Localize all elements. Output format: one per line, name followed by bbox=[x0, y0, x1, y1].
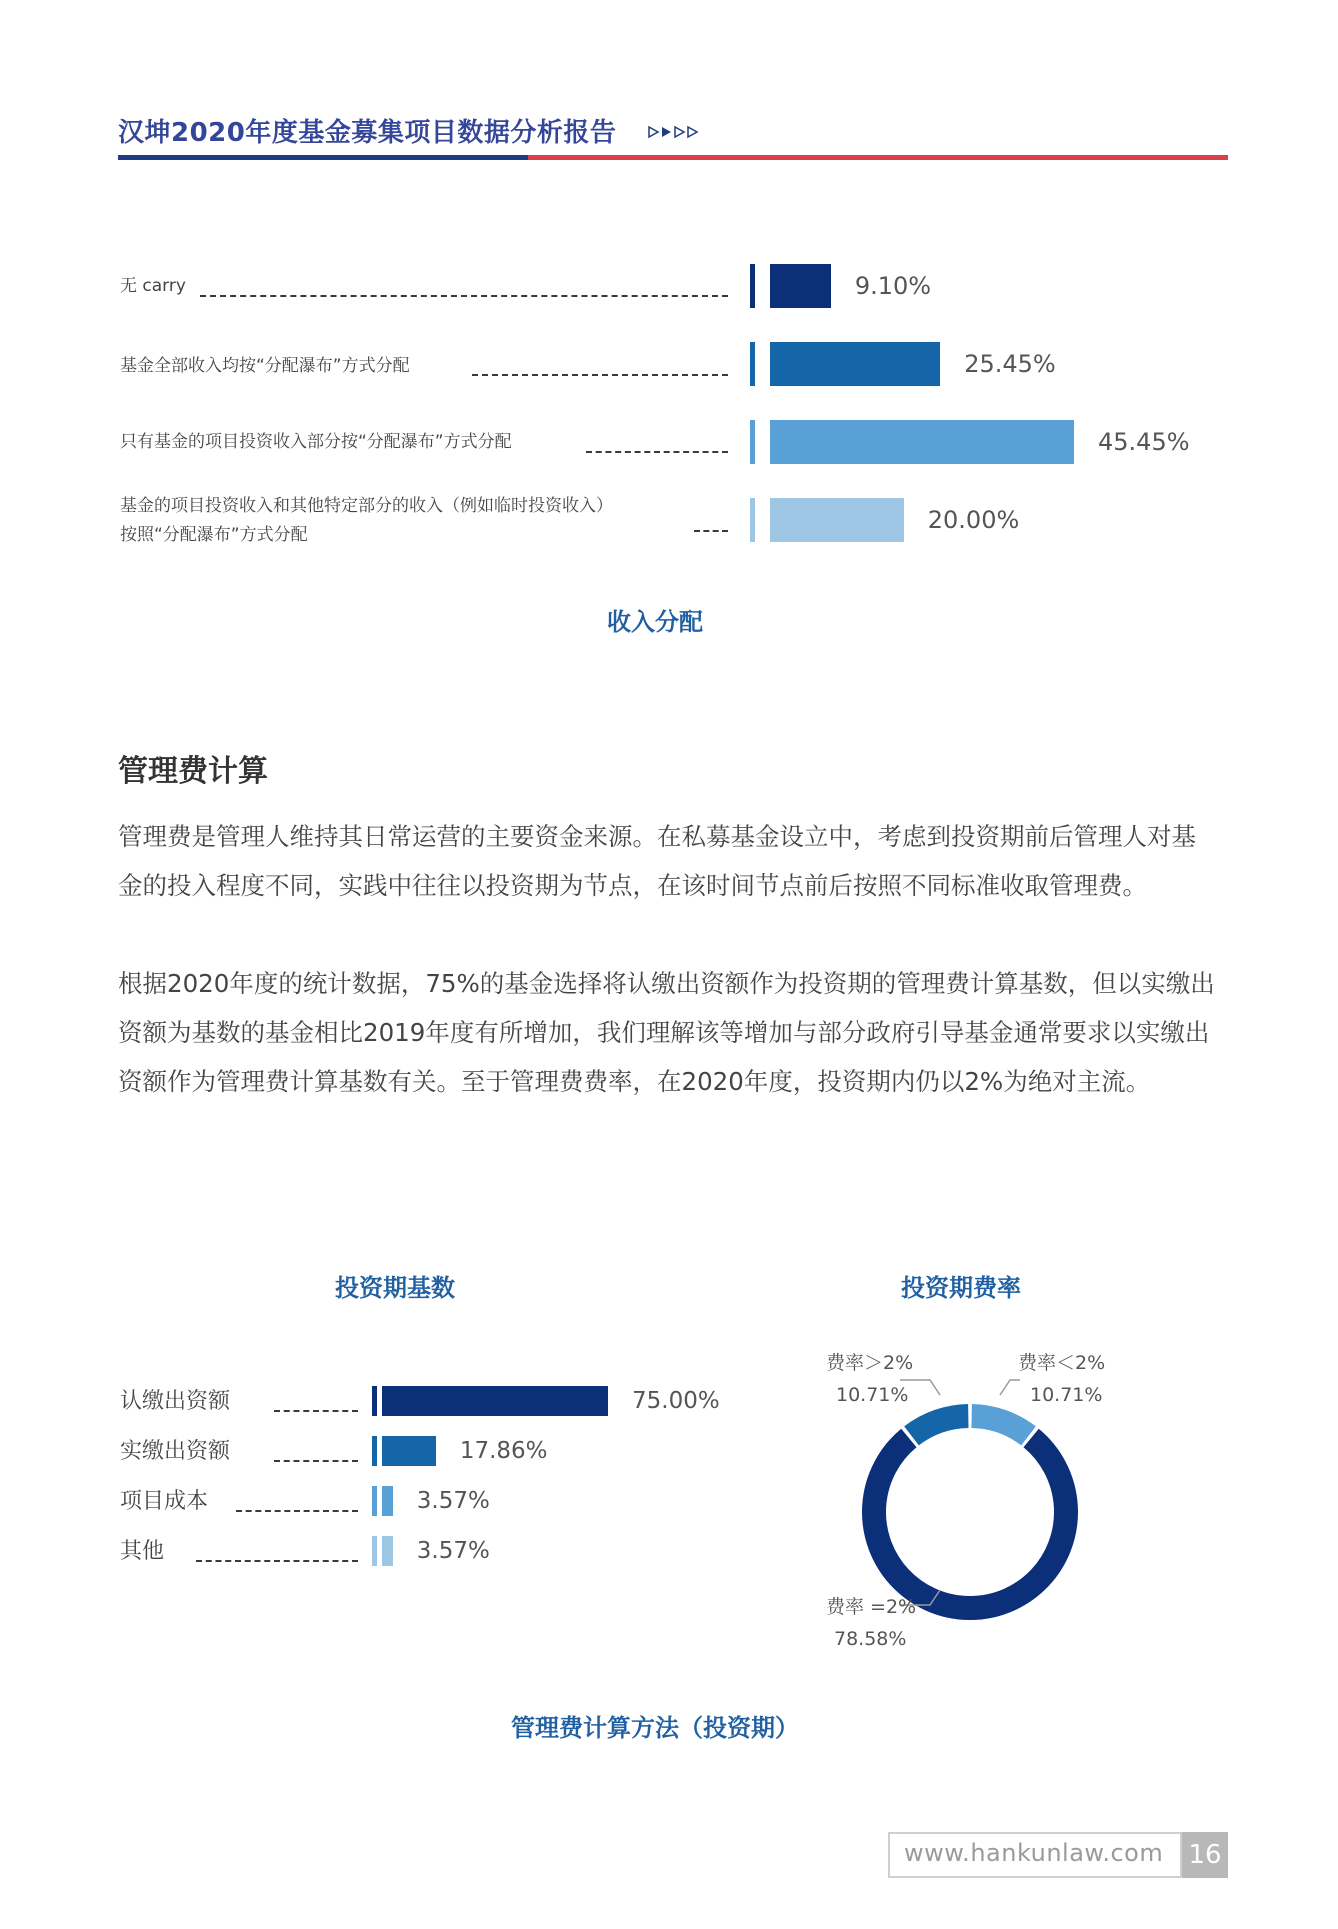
rate-chart-title: 投资期费率 bbox=[901, 1274, 1021, 1302]
chart-bar bbox=[382, 1436, 436, 1466]
bar-tick bbox=[372, 1536, 377, 1566]
donut-slice-lt bbox=[972, 1416, 1029, 1436]
leader-line bbox=[586, 451, 728, 453]
slice-value-lt: 10.71% bbox=[1030, 1384, 1103, 1406]
leader-line bbox=[694, 530, 728, 532]
footer-url[interactable]: www.hankunlaw.com bbox=[904, 1839, 1164, 1867]
leader-line bbox=[472, 374, 728, 376]
leader-line bbox=[236, 1510, 358, 1512]
chart-value-label: 3.57% bbox=[416, 1488, 490, 1514]
chart-category-label: 认缴出资额 bbox=[120, 1389, 231, 1414]
chart-value-label: 20.00% bbox=[927, 506, 1020, 534]
chart-value-label: 45.45% bbox=[1098, 428, 1190, 456]
chart-value-label: 9.10% bbox=[854, 272, 932, 300]
chart-category-label: 按照“分配瀑布”方式分配 bbox=[120, 525, 308, 545]
income-chart-caption: 收入分配 bbox=[607, 608, 703, 636]
bar-tick bbox=[750, 264, 755, 308]
chart-category-label: 实缴出资额 bbox=[120, 1439, 231, 1464]
base-chart-title: 投资期基数 bbox=[335, 1274, 455, 1302]
chart-value-label: 3.57% bbox=[416, 1538, 490, 1564]
chart-bar bbox=[382, 1536, 393, 1566]
leader-line bbox=[274, 1460, 358, 1462]
slice-value-gt: 10.71% bbox=[836, 1384, 909, 1406]
leader-line bbox=[1000, 1380, 1020, 1395]
chart-category-label: 无 carry bbox=[120, 276, 186, 296]
paragraph-1: 管理费是管理人维持其日常运营的主要资金来源。在私募基金设立中，考虑到投资期前后管理人对基金的投入程度不同，实践中往往以投资期为节点，在该时间节点前后按照不同标准收取管理费。 bbox=[118, 822, 1196, 900]
report-title: 汉坤2020年度基金募集项目数据分析报告 bbox=[118, 118, 617, 148]
page-number: 16 bbox=[1182, 1832, 1228, 1878]
chart-value-label: 75.00% bbox=[632, 1388, 720, 1414]
chart-bar bbox=[770, 498, 904, 542]
leader-line bbox=[196, 1560, 358, 1562]
paragraph-2: 根据2020年度的统计数据，75%的基金选择将认缴出资额作为投资期的管理费计算基数，但以实缴出资额为基数的基金相比2019年度有所增加，我们理解该等增加与部分政府引导基金通常要求以实缴出资额作为管理费计算基数有关。至于管理费费率，在2020年度，投资期内仍以2%为绝对主流。 bbox=[118, 969, 1215, 1096]
bar-tick bbox=[372, 1486, 377, 1516]
section-heading: 管理费计算 bbox=[118, 754, 268, 789]
leader-line bbox=[274, 1410, 358, 1412]
chart-bar bbox=[382, 1386, 608, 1416]
chart-bar bbox=[770, 264, 831, 308]
bar-tick bbox=[750, 342, 755, 386]
chart-category-label: 项目成本 bbox=[120, 1489, 209, 1514]
donut-slice-gt bbox=[911, 1416, 968, 1436]
bar-tick bbox=[750, 420, 755, 464]
chart-value-label: 25.45% bbox=[964, 350, 1056, 378]
slice-value-eq: 78.58% bbox=[834, 1628, 907, 1650]
fee-method-caption: 管理费计算方法（投资期） bbox=[511, 1714, 799, 1742]
chart-category-label: 基金的项目投资收入和其他特定部分的收入（例如临时投资收入） bbox=[120, 496, 613, 516]
slice-label-eq: 费率 =2% bbox=[826, 1596, 917, 1618]
chart-category-label: 只有基金的项目投资收入部分按“分配瀑布”方式分配 bbox=[120, 432, 512, 452]
leader-line bbox=[200, 295, 728, 297]
chart-bar bbox=[770, 420, 1074, 464]
bar-tick bbox=[750, 498, 755, 542]
slice-label-lt: 费率＜2% bbox=[1018, 1352, 1106, 1374]
header-arrows-icon bbox=[648, 124, 700, 143]
chart-bar bbox=[770, 342, 940, 386]
chart-value-label: 17.86% bbox=[459, 1438, 548, 1464]
bar-tick bbox=[372, 1386, 377, 1416]
chart-category-label: 其他 bbox=[120, 1539, 165, 1564]
header-rule-blue bbox=[118, 155, 528, 160]
donut-slice-eq bbox=[874, 1438, 1066, 1608]
bar-tick bbox=[372, 1436, 377, 1466]
chart-category-label: 基金全部收入均按“分配瀑布”方式分配 bbox=[120, 356, 410, 376]
donut-chart bbox=[820, 1330, 1240, 1670]
chart-bar bbox=[382, 1486, 393, 1516]
slice-label-gt: 费率＞2% bbox=[826, 1352, 914, 1374]
header-rule-red bbox=[528, 155, 1228, 160]
